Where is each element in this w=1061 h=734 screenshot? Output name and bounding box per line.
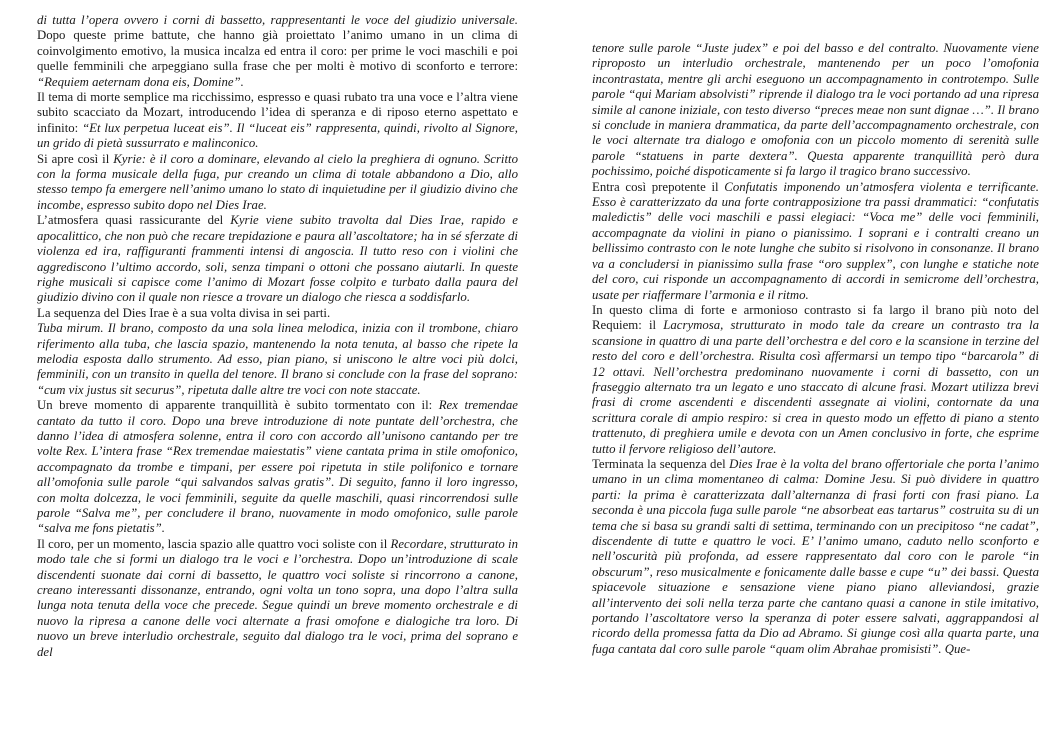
roman-text-run: Entra così prepotente il bbox=[592, 179, 725, 194]
paragraph bbox=[37, 306, 518, 321]
roman-text-run: In questo clima di forte e armonioso contrasto si fa largo il brano più noto del Requiem: il bbox=[592, 302, 1039, 333]
right-column bbox=[592, 41, 1039, 657]
italic-text-run: “Requiem aeternam dona eis, Domine”. bbox=[37, 74, 244, 89]
paragraph bbox=[37, 13, 518, 90]
roman-text-run: La sequenza del Dies Irae è a sua volta divisa in sei parti. bbox=[37, 305, 331, 320]
paragraph bbox=[37, 398, 518, 537]
italic-text-run: “Et lux perpetua luceat eis”. Il “luceat eis” rappresenta, quindi, rivolto al Signore, un grido di pietà sussurrato e malinconico. bbox=[37, 120, 518, 151]
paragraph bbox=[37, 90, 518, 152]
italic-text-run: di tutta l’opera ovvero i corni di bassetto, rappresentanti le voce del giudizio universale. bbox=[37, 13, 518, 27]
roman-text-run: L’atmosfera quasi rassicurante del bbox=[37, 213, 231, 228]
italic-text-run: tenore sulle parole “Juste judex” e poi del basso e del contralto. Nuovamente viene riproposto un interludio orchestrale, mantenendo per un poco l’omofonia incontrastata, mentre gli archi eseguono un accompagnamento in controtempo. Sulle parole “qui Mariam absolvisti” riprende il dialogo tra le voci portando ad una ripresa simile al canone iniziale, con testo diverso “preces meae non sunt dignae …”. Il brano si conclude in maniera drammatica, da parte dell’accompagnamento orchestrale, con le voci alternate tra dialogo e omofonia con un piccolo momento di serenità sulle parole “statuens in parte dextera”. Questa apparente tranquillità però dura pochissimo, poiché dispoticamente si fa largo il tragico brano successivo. bbox=[592, 41, 1039, 179]
italic-text-run: Recordare, strutturato in modo tale che si formi un dialogo tra le voci e l’orchestra. Dopo un’introduzione di scale discendenti suonate dai corni di bassetto, le quattro voci soliste si rincorrono a canone, creano interessanti dissonanze, entrando, ogni volta un tono sopra, una dopo l’altra sulla lunga nota tenuta della voce che precede. Segue quindi un breve momento orchestrale e di nuovo la ripresa a canone delle voci alternate a frasi omofone e dialogiche tra loro. Di nuovo un breve interludio orchestrale, seguito dal dialogo tra le voci, prima del soprano e del bbox=[37, 536, 518, 659]
italic-text-run: Tuba mirum. Il brano, composto da una sola linea melodica, inizia con il trombone, chiaro riferimento alla tuba, che lascia spazio, mantenendo la nota tenuta, al basso che ripete la melodia esposta dallo strumento. Ad esso, pian piano, si uniscono le altre voci più dolci, femminili, con un transito in quella del tenore. Il brano si conclude con la frase del soprano: “cum vix justus sit securus”, ripetuta dalle altre tre voci con note staccate. bbox=[37, 321, 518, 397]
paragraph bbox=[37, 152, 518, 214]
roman-text-run: Il tema di morte semplice ma ricchissimo, espresso e quasi rubato tra una voce e l’altra viene subito scacciato da Mozart, introducendo l’idea di speranza e di riposo eterno aspettato e infinito: bbox=[37, 90, 518, 135]
roman-text-run: Terminata la sequenza del bbox=[592, 456, 730, 471]
italic-text-run: Kyrie: è il coro a dominare, elevando al cielo la preghiera di ognuno. Scritto con la forma musicale della fuga, pur creando un clima di totale abbandono a Dio, allo stesso tempo fa emergere nell’animo umano lo stato di inquietudine per il giudizio divino che incombe, espresso subito dopo nel Dies Irae. bbox=[37, 151, 519, 212]
italic-text-run: Lacrymosa, strutturato in modo tale da creare un contrasto tra la scansione in quattro di una parte dell’orchestra e del coro e la scansione in terzine del resto del coro e dell’orchestra. Risulta così affermarsi un tempo tipo “barcarola” di 12 ottavi. Nell’orchestra predominano nuovamente i corni di bassetto, con un fraseggio alternato tra un legato e uno staccato di alcune frasi. Mozart utilizza brevi frasi di crome ascendenti e discendenti assegnate ai violini, contornate da una scrittura corale di ampio respiro: si crea in questo modo un effetto di piano a stento trattenuto, di preghiera umile e devota con un Amen conclusivo in forte, che esprime tutto il fervore religioso dell’autore. bbox=[592, 318, 1039, 456]
roman-text-run: Un breve momento di apparente tranquillità è subito tormentato con il: bbox=[37, 398, 439, 413]
paragraph bbox=[37, 537, 518, 660]
roman-text-run: Si apre così il bbox=[37, 151, 114, 166]
paragraph bbox=[592, 303, 1039, 457]
italic-text-run: Kyrie viene subito travolta dal Dies Irae, rapido e apocalittico, che non può che recare trepidazione e paura all’ascoltatore; ha in sé sferzate di violenza ed ira, raffiguranti frammenti intensi di angoscia. Il tutto reso con i violini che aggrediscono l’ultimo accordo, soli, senza timpani o ottoni che possano aiutarli. In queste righe musicali si capisce come l’animo di Mozart fosse colpito e turbato dalla paura del giudizio divino con il quale non riesce a trovare un dialogo che riesca a soddisfarlo. bbox=[37, 213, 518, 305]
left-column bbox=[37, 13, 518, 660]
roman-text-run: Dopo queste prime battute, che hanno già proiettato l’animo umano in un clima di coinvolgimento emotivo, la musica incalza ed entra il coro: per prime le voci maschili e poi quelle femminili che arpeggiano sulla frase che per molti è motivo di sconforto e terrore: bbox=[37, 28, 518, 74]
roman-text-run: Il coro, per un momento, lascia spazio alle quattro voci soliste con il bbox=[37, 536, 391, 551]
paragraph bbox=[592, 41, 1039, 180]
italic-text-run: Rex tremendae cantato da tutto il coro. Dopo una breve introduzione di note puntate dell’orchestra, che danno l’idea di atmosfera solenne, entra il coro con accordo all’unisono cantando per tre volte Rex. L’intera frase “Rex tremendae maiestatis” viene cantata prima in stile omofonico, accompagnato da trombe e timpani, per essere poi ripetuta in stile polifonico e tornare all’omofonia sulle parole “qui salvandos salvas gratis”. Di seguito, fanno il loro ingresso, con molta dolcezza, le voci femminili, seguite da quelle maschili, quasi rincorrendosi sulle parole “Salva me”, per concludere il brano, nuovamente in modo omofonico, sulle parole “salva me fons pietatis”. bbox=[37, 398, 518, 536]
paragraph bbox=[592, 457, 1039, 657]
paragraph bbox=[592, 180, 1039, 303]
italic-text-run: Confutatis imponendo un’atmosfera violenta e terrificante. Esso è caratterizzato da una forte contrapposizione tra passi drammatici: “confutatis maledictis” delle voci maschili e passi elegiaci: “Voca me” delle voci femminili, accompagnate da violini in piano o pianissimo. I soprani e i contralti creano un bellissimo contrasto con le note lunghe che subito si risolvono in consonanze. Il brano va a concludersi in pianissimo sulla frase “oro supplex”, con lunghe e statiche note del coro, cui risponde un accompagnamento di accordi in semicrome dell’orchestra, usate per riaffermare l’armonia e il ritmo. bbox=[592, 179, 1039, 302]
italic-text-run: Dies Irae è la volta del brano offertoriale che porta l’animo umano in un clima momentaneo di calma: Domine Jesu. Si può dividere in quattro parti: la prima è caratterizzata dall’alternanza di frasi forti con frasi piano. La seconda è una piccola fuga sulle parole “ne absorbeat eas tartarus” costruita su di un tema che si basa su grandi salti di settima, terminando con un precipitoso “ne cadat”, discendente di tutte e quattro le voci. E’ l’animo umano, caduto nello sconforto e nell’oscurità più profonda, ad essere rappresentato dal coro con le parole “in obscurum”, reso musicalmente e fonicamente dalle basse e cupe “u” dei bassi. Questa spiacevole situazione e sensazione viene piano piano alleviandosi, grazie all’intervento dei soli nella terza parte che cantano quasi a canone in stile imitativo, portando l’ascoltatore verso la speranza di poter essere salvati, aggrappandosi al ricordo della promessa fatta da Dio ad Abramo. Si giunge così alla quarta parte, una fuga cantata dal coro sulle parole “quam olim Abrahae promisisti”. Que- bbox=[592, 456, 1039, 656]
paragraph bbox=[37, 213, 518, 305]
paragraph bbox=[37, 321, 518, 398]
